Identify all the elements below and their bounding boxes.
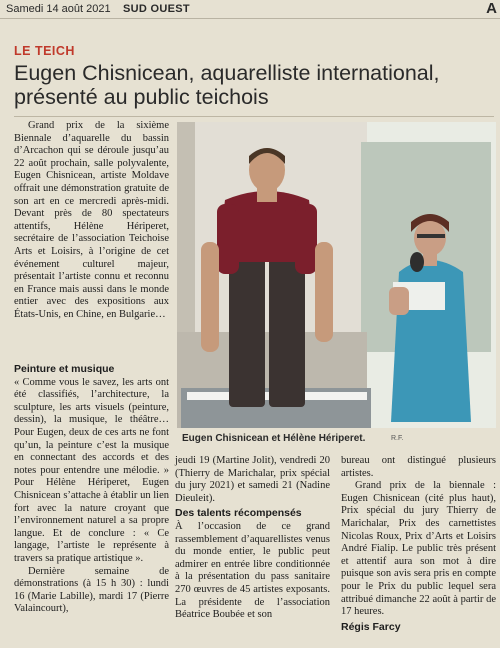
headline-rule	[14, 116, 494, 117]
subheading-talents: Des talents récompensés	[175, 507, 302, 520]
paragraph-exhibition: À l’occasion de ce grand rassemblement d’aquarellistes venus du monde entier, le public peut admirer en entrée libre conditionnée à la présentation du pass sanitaire 270 œuvres de 45 artistes exposants. La présidente de l’association Béatrice Boubée et son	[175, 520, 330, 621]
subheading-peinture: Peinture et musique	[14, 363, 115, 375]
author-signature: Régis Farcy	[341, 620, 401, 633]
article-column-2	[175, 455, 330, 622]
page-corner-letter: A	[486, 0, 497, 17]
photo-caption: Eugen Chisnicean et Hélène Hériperet.	[182, 433, 366, 444]
article-headline: Eugen Chisnicean, aquarelliste international, présenté au public teichois	[14, 61, 440, 109]
page-header	[0, 0, 500, 19]
article-column-3	[341, 455, 496, 633]
photo-credit: R.F.	[391, 435, 404, 442]
article-column-1	[14, 361, 169, 616]
paragraph-bureau: bureau ont distingué plusieurs artistes.	[341, 455, 496, 479]
newspaper-name: SUD OUEST	[123, 3, 190, 15]
paragraph-prizes: Grand prix de la biennale : Eugen Chisnicean (cité plus haut), Prix spécial du jury Thierry de Marichalar, Prix des carnettistes Nicolas Roux, Prix d’Arts et Loisirs André Fialip. Le public très présent et attentif aura son mot à dire puisque son avis sera pris en compte pour le Prix du public lequel sera attribué dimanche 22 août à partir de 17 heures.	[341, 480, 496, 618]
paragraph-quote: « Comme vous le savez, les arts ont été classifiés, l’architecture, la sculpture, les arts visuels (peinture, dessin), la musique, le théâtre… Pour Eugen, deux de ces arts ne font qu’un, la peinture c’est la musique en connectant des accords et des notes pour entendre une mélodie. » Pour Hélène Hériperet, Eugen Chisnicean s’attache à établir un lien fort avec la nature croyant que l’environnement naturel a sa propre langue. Et de conclure : « Ce langage, l’artiste le représente à travers sa pratique artistique ».	[14, 376, 169, 564]
issue-date: Samedi 14 août 2021	[6, 3, 111, 15]
section-kicker: LE TEICH	[14, 44, 75, 58]
photo-illustration	[177, 122, 496, 428]
article-intro: Grand prix de la sixième Biennale d’aquarelle du bassin d’Arcachon qui se déroule jusqu’au 22 août prochain, salle polyvalente, Eugen Chisnicean, artiste Moldave offrait une démonstration gratuite de son art en ce mercredi après-midi. Devant près de 80 spectateurs attentifs, Hélène Hériperet, secrétaire de l’association Teichoise Arts et Loisirs, à l’origine de cet événement culturel majeur, présentait l’artiste connu et reconnu en France mais aussi dans le monde entier avec des expositions aux États-Unis, en Chine, en Bulgarie…	[14, 120, 169, 320]
article-intro-column	[14, 120, 169, 322]
paragraph-schedule: Dernière semaine de démonstrations (à 15 h 30) : lundi 16 (Marie Labille), mardi 17 (Pierre Valaincourt),	[14, 565, 169, 615]
paragraph-schedule-cont: jeudi 19 (Martine Jolit), vendredi 20 (Thierry de Marichalar, prix spécial du jury 2021) et samedi 21 (Nadine Dieuleit).	[175, 455, 330, 504]
article-photo	[177, 122, 496, 428]
